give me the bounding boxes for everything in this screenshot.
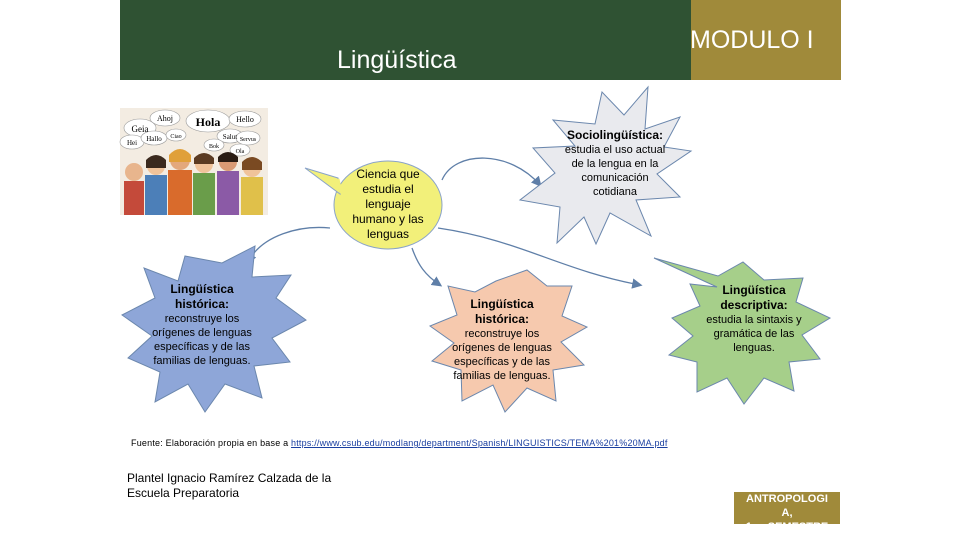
page-title: Lingüística	[337, 46, 457, 74]
subject-line-3: 1er. SEMESTRE	[745, 521, 829, 533]
center-concept-text: Ciencia que estudia el lenguaje humano y las lenguas	[352, 167, 424, 241]
descriptiva-node	[698, 283, 810, 355]
historica-left-description: reconstruye los orígenes de lenguas específicas y de las familias de lenguas.	[152, 313, 252, 367]
source-link[interactable]: https://www.csub.edu/modlang/department/Spanish/LINGUISTICS/TEMA%201%20MA.pdf	[291, 438, 668, 448]
greeting-word: Salut	[222, 133, 238, 141]
module-label: MODULO I	[690, 26, 814, 54]
connector-arrow	[438, 228, 640, 285]
subject-line-1: ANTROPOLOGI	[746, 493, 828, 505]
subject-line-2: A,	[781, 507, 793, 519]
historica-mid-title: Lingüística histórica:	[470, 297, 534, 326]
greeting-word: Hola	[195, 115, 221, 129]
school-name: Plantel Ignacio Ramírez Calzada de la Escuela Preparatoria	[127, 471, 332, 500]
sociolinguistica-node	[560, 128, 670, 199]
connector-arrow	[442, 158, 540, 185]
greeting-word: Ciao	[170, 134, 182, 140]
connector-arrow	[248, 227, 330, 262]
historica-mid-node	[446, 297, 558, 383]
historica-left-node	[146, 282, 258, 368]
sociolinguistica-description: estudia el uso actual de la lengua en la comunicación cotidiana	[564, 144, 666, 198]
descriptiva-title: Lingüística descriptiva:	[720, 283, 788, 312]
descriptiva-description: estudia la sintaxis y gramática de las lenguas.	[706, 314, 802, 354]
greeting-word: Servus	[239, 137, 257, 143]
greeting-word: Geia	[131, 124, 149, 134]
greeting-word: Hello	[236, 115, 254, 124]
source-prefix: Fuente: Elaboración propia en base a	[131, 438, 289, 448]
historica-left-title: Lingüística histórica:	[170, 282, 234, 311]
source-citation	[131, 438, 668, 448]
greeting-word: Ola	[235, 149, 245, 155]
greeting-word: Hei	[126, 139, 138, 147]
sociolinguistica-title: Sociolingüística:	[566, 128, 663, 142]
greeting-word: Bok	[208, 144, 220, 150]
people-greetings-illustration	[120, 108, 268, 215]
subject-badge	[734, 492, 840, 533]
greeting-word: Ahoj	[157, 114, 173, 123]
historica-mid-description: reconstruye los orígenes de lenguas específicas y de las familias de lenguas.	[452, 328, 552, 382]
connector-arrow	[412, 248, 440, 285]
greeting-word: Hallo	[146, 135, 162, 143]
